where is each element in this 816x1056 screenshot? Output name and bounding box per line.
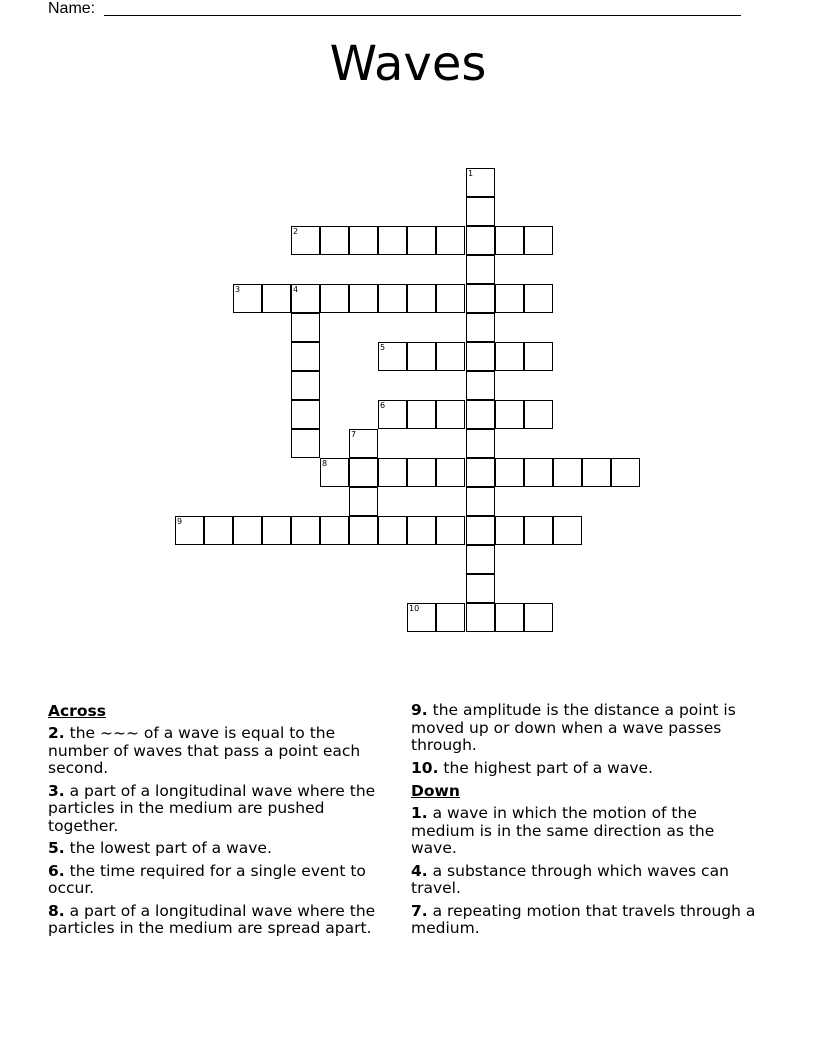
clue-text: a part of a longitudinal wave where the particles in the medium are spread apart. — [48, 901, 376, 937]
grid-cell[interactable] — [262, 284, 291, 313]
grid-cell[interactable] — [466, 197, 495, 226]
grid-cell[interactable] — [407, 226, 436, 255]
grid-cell[interactable] — [349, 284, 378, 313]
grid-cell[interactable] — [349, 429, 378, 458]
grid-cell[interactable] — [524, 603, 553, 632]
grid-cell[interactable] — [466, 226, 495, 255]
grid-cell[interactable] — [524, 226, 553, 255]
grid-cell[interactable] — [436, 226, 465, 255]
grid-cell[interactable] — [320, 284, 349, 313]
clue-text: a repeating motion that travels through a medium. — [411, 901, 756, 937]
grid-cell[interactable] — [233, 516, 262, 545]
cell-number: 6 — [380, 401, 386, 410]
grid-cell[interactable] — [291, 516, 320, 545]
grid-cell[interactable] — [378, 342, 407, 371]
grid-cell[interactable] — [466, 371, 495, 400]
clue-across-5 — [48, 840, 388, 858]
grid-cell[interactable] — [495, 226, 524, 255]
grid-cell[interactable] — [524, 400, 553, 429]
clue-number: 10. — [411, 758, 439, 777]
grid-cell[interactable] — [378, 516, 407, 545]
grid-cell[interactable] — [524, 458, 553, 487]
grid-cell[interactable] — [466, 342, 495, 371]
grid-cell[interactable] — [466, 487, 495, 516]
grid-cell[interactable] — [291, 400, 320, 429]
clue-across-2 — [48, 725, 388, 778]
clues-right-column — [411, 702, 761, 943]
grid-cell[interactable] — [466, 255, 495, 284]
clue-across-3 — [48, 783, 388, 836]
grid-cell[interactable] — [407, 516, 436, 545]
grid-cell[interactable] — [524, 342, 553, 371]
clue-across-8 — [48, 903, 388, 938]
page-title: Waves — [329, 36, 487, 92]
grid-cell[interactable] — [466, 168, 495, 197]
grid-cell[interactable] — [436, 516, 465, 545]
grid-cell[interactable] — [349, 458, 378, 487]
grid-cell[interactable] — [204, 516, 233, 545]
cell-number: 3 — [235, 285, 241, 294]
grid-cell[interactable] — [436, 458, 465, 487]
grid-cell[interactable] — [320, 516, 349, 545]
grid-cell[interactable] — [291, 313, 320, 342]
down-heading: Down — [411, 782, 460, 800]
grid-cell[interactable] — [466, 574, 495, 603]
grid-cell[interactable] — [524, 284, 553, 313]
grid-cell[interactable] — [407, 342, 436, 371]
cell-number: 8 — [322, 459, 328, 468]
clue-text: a substance through which waves can travel. — [411, 861, 729, 897]
grid-cell[interactable] — [320, 226, 349, 255]
clue-number: 3. — [48, 781, 65, 800]
clue-number: 5. — [48, 839, 65, 857]
grid-cell[interactable] — [349, 487, 378, 516]
cell-number: 1 — [468, 169, 474, 178]
grid-cell[interactable] — [524, 516, 553, 545]
clue-number: 6. — [48, 861, 65, 880]
grid-cell[interactable] — [378, 284, 407, 313]
grid-cell[interactable] — [378, 226, 407, 255]
grid-cell[interactable] — [407, 400, 436, 429]
grid-cell[interactable] — [466, 400, 495, 429]
grid-cell[interactable] — [378, 400, 407, 429]
clue-text: the time required for a single event to occur. — [48, 861, 366, 897]
grid-cell[interactable] — [233, 284, 262, 313]
grid-cell[interactable] — [582, 458, 611, 487]
clue-down-7 — [411, 903, 761, 938]
grid-cell[interactable] — [291, 429, 320, 458]
grid-cell[interactable] — [466, 545, 495, 574]
clue-down-1 — [411, 805, 761, 858]
grid-cell[interactable] — [611, 458, 640, 487]
clue-number: 9. — [411, 701, 428, 719]
cell-number: 2 — [293, 227, 299, 236]
clue-number: 1. — [411, 804, 428, 822]
grid-cell[interactable] — [320, 458, 349, 487]
grid-cell[interactable] — [436, 400, 465, 429]
clue-down-4 — [411, 863, 761, 898]
clue-number: 2. — [48, 724, 65, 742]
cell-number: 4 — [293, 285, 299, 294]
grid-cell[interactable] — [436, 284, 465, 313]
grid-cell[interactable] — [495, 603, 524, 632]
grid-cell[interactable] — [495, 458, 524, 487]
clue-across-10 — [411, 760, 761, 778]
grid-cell[interactable] — [553, 458, 582, 487]
clues-left-column — [48, 702, 388, 943]
grid-cell[interactable] — [407, 458, 436, 487]
grid-cell[interactable] — [291, 342, 320, 371]
grid-cell[interactable] — [466, 429, 495, 458]
grid-cell[interactable] — [466, 458, 495, 487]
cell-number: 9 — [177, 517, 183, 526]
grid-cell[interactable] — [175, 516, 204, 545]
grid-cell[interactable] — [378, 458, 407, 487]
clue-text: the ~~~ of a wave is equal to the number of waves that pass a point each second. — [48, 724, 361, 777]
grid-cell[interactable] — [436, 603, 465, 632]
grid-cell[interactable] — [407, 603, 436, 632]
grid-cell[interactable] — [262, 516, 291, 545]
clue-text: a wave in which the motion of the medium is in the same direction as the wave. — [411, 804, 715, 857]
cell-number: 7 — [351, 430, 357, 439]
clue-text: the lowest part of a wave. — [69, 839, 272, 857]
grid-cell[interactable] — [291, 226, 320, 255]
grid-cell[interactable] — [466, 313, 495, 342]
name-label: Name: — [48, 0, 96, 17]
clue-across-6 — [48, 863, 388, 898]
clue-number: 4. — [411, 861, 428, 880]
grid-cell[interactable] — [349, 516, 378, 545]
grid-cell[interactable] — [495, 400, 524, 429]
grid-cell[interactable] — [349, 226, 378, 255]
grid-cell[interactable] — [495, 342, 524, 371]
grid-cell[interactable] — [495, 284, 524, 313]
clue-text: the amplitude is the distance a point is moved up or down when a wave passes through. — [411, 701, 736, 754]
clue-text: a part of a longitudinal wave where the particles in the medium are pushed together. — [48, 781, 376, 835]
grid-cell[interactable] — [436, 342, 465, 371]
grid-cell[interactable] — [407, 284, 436, 313]
cell-number: 5 — [380, 343, 386, 352]
clue-number: 7. — [411, 901, 428, 920]
grid-cell[interactable] — [553, 516, 582, 545]
clue-number: 8. — [48, 901, 65, 920]
grid-cell[interactable] — [466, 284, 495, 313]
clue-text: the highest part of a wave. — [443, 758, 653, 777]
cell-number: 10 — [409, 604, 420, 613]
grid-cell[interactable] — [495, 516, 524, 545]
across-heading: Across — [48, 702, 106, 720]
grid-cell[interactable] — [291, 371, 320, 400]
grid-cell[interactable] — [466, 516, 495, 545]
clue-across-9 — [411, 702, 761, 755]
grid-cell[interactable] — [466, 603, 495, 632]
grid-cell[interactable] — [291, 284, 320, 313]
